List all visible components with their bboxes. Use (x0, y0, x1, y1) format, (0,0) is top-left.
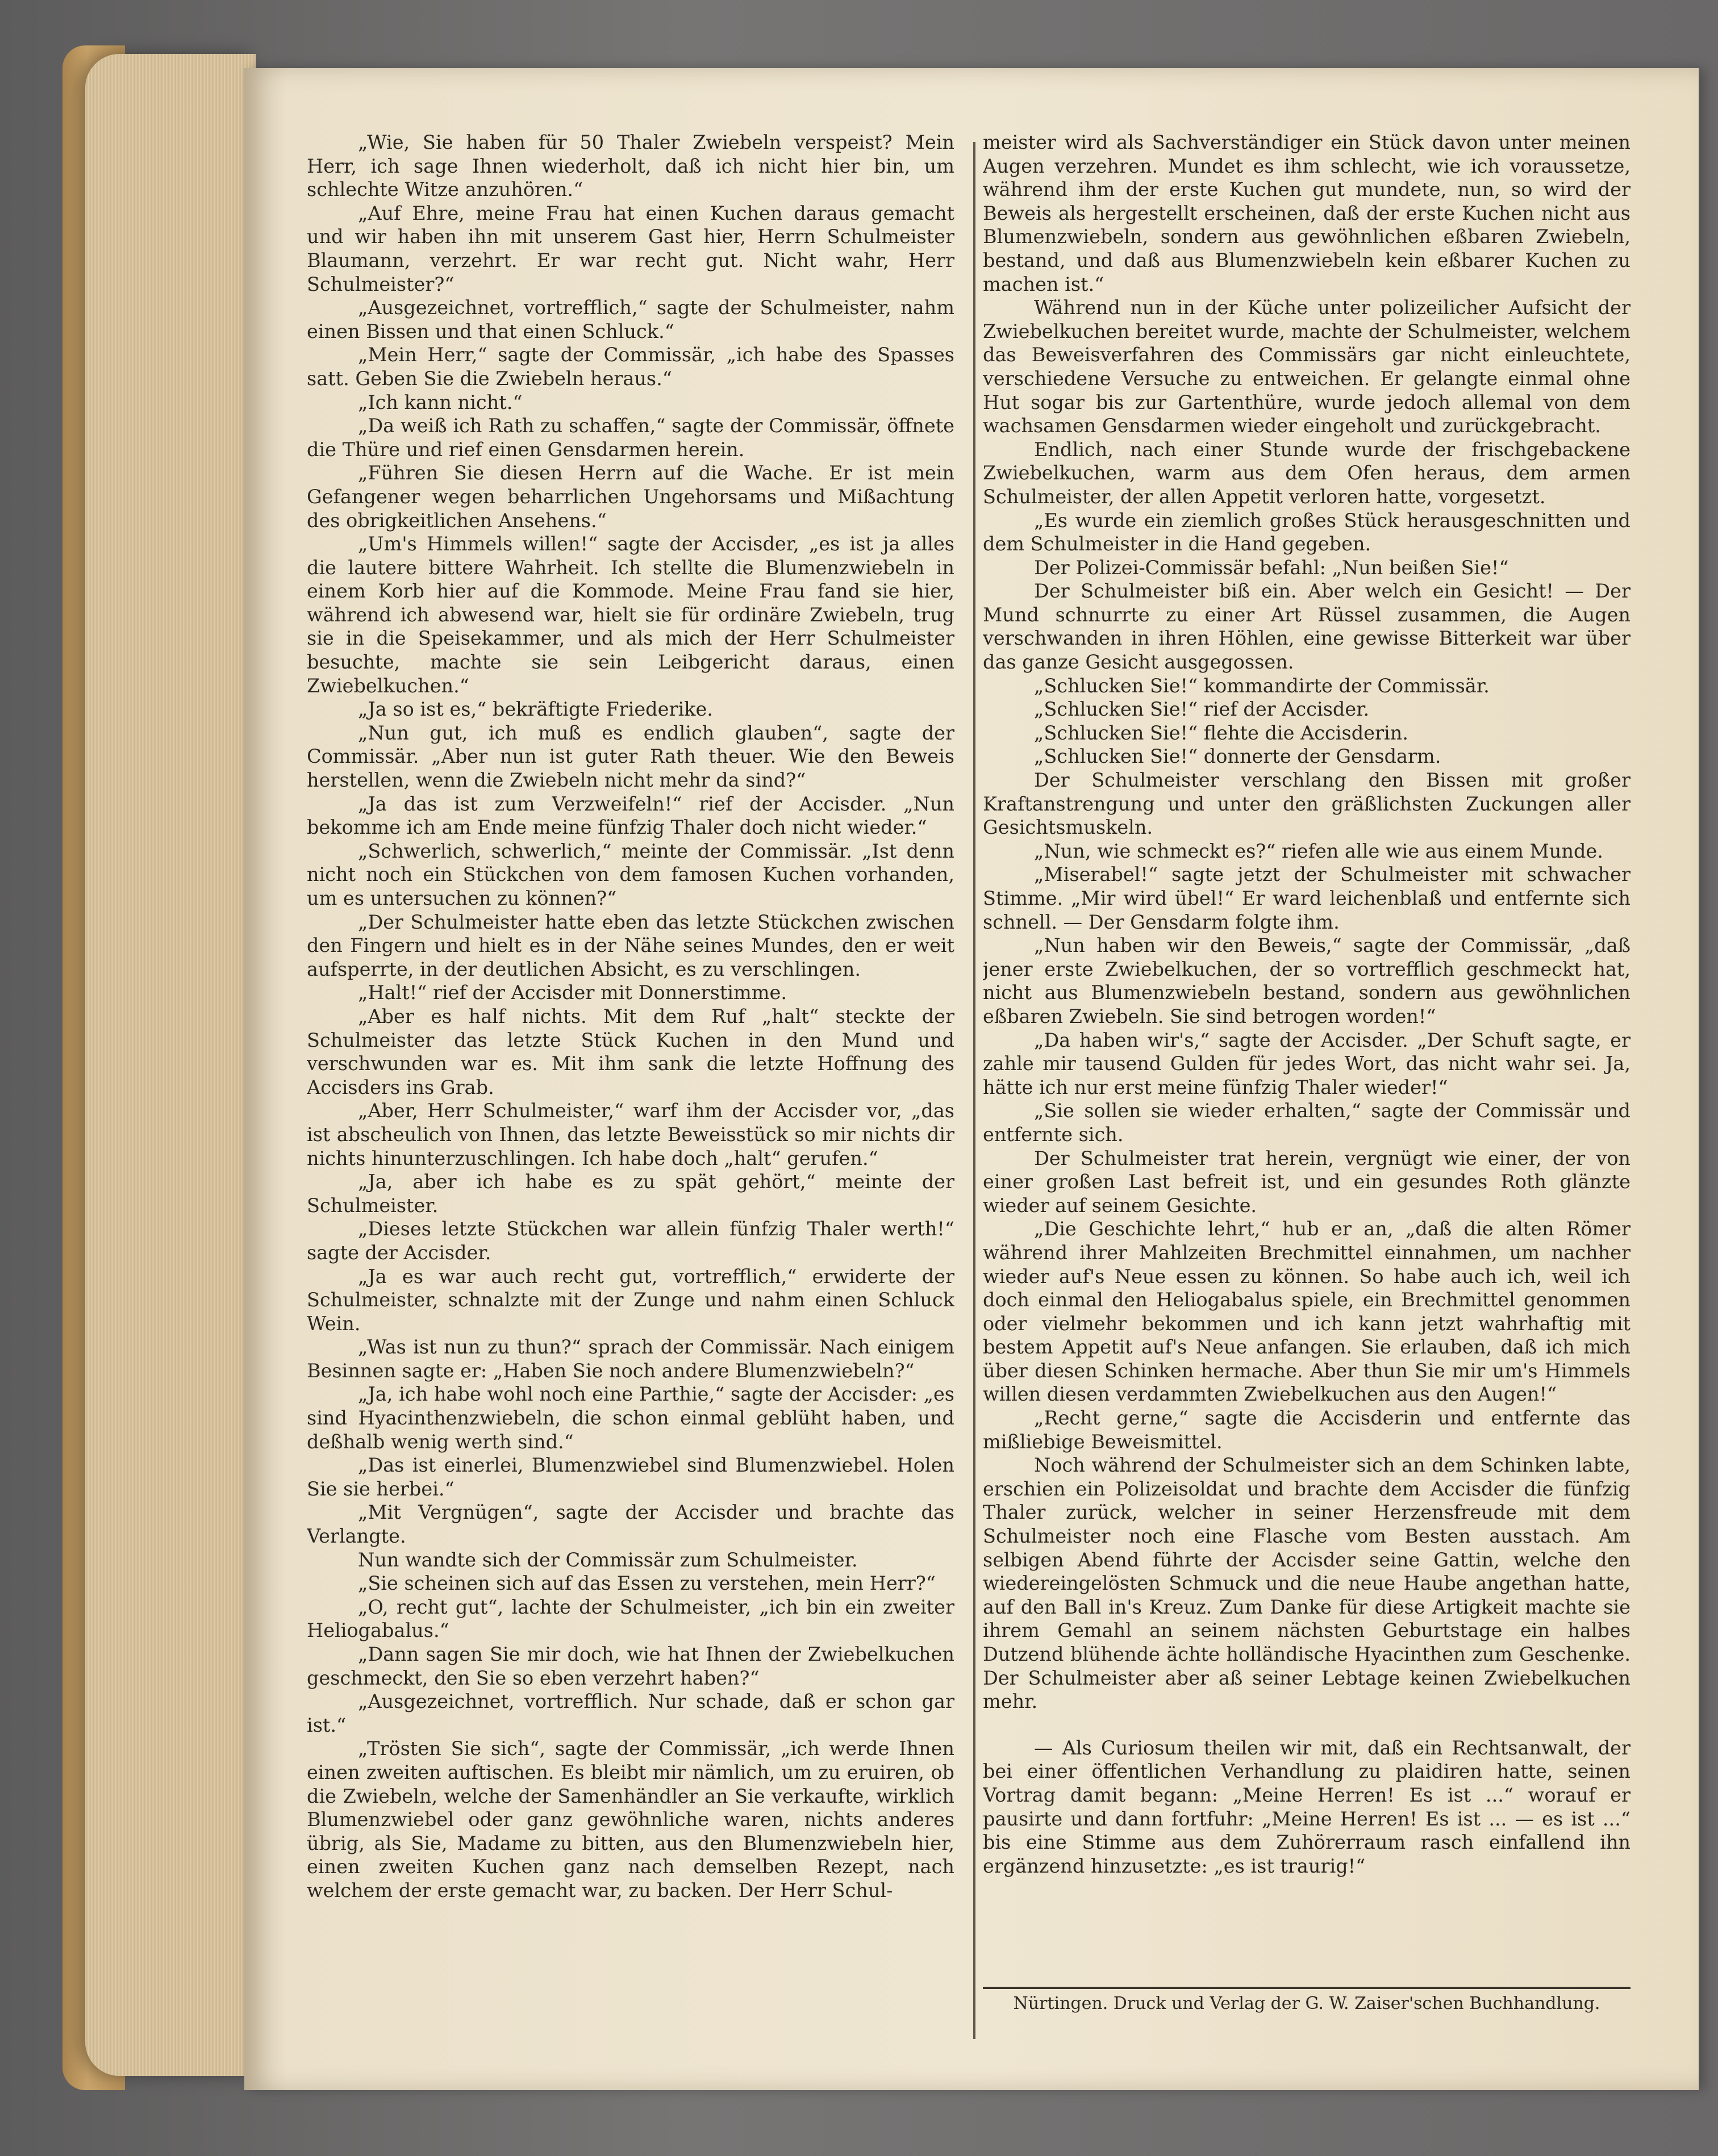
imprint-line: Nürtingen. Druck und Verlag der G. W. Zaiser'schen Buchhandlung. (1013, 1994, 1600, 2013)
paragraph: „Schlucken Sie!“ rief der Accisder. (1034, 698, 1370, 721)
paragraph: „Aber es half nichts. Mit dem Ruf „halt“ steckte der Schulmeister das letzte Stück Kuchen in den Mund und verschwunden war es. Mit ihm sank die letzte Hoffnung des Accisders ins Grab. (307, 1005, 954, 1098)
left-column (307, 131, 954, 2062)
paragraph: „Da haben wir's,“ sagte der Accisder. „Der Schuft sagte, er zahle mir tausend Gulden für jedes Wort, das nicht wahr sei. Ja, hätte ich nur erst meine fünfzig Thaler wieder!“ (983, 1029, 1631, 1098)
paragraph: „Miserabel!“ sagte jetzt der Schulmeister mit schwacher Stimme. „Mir wird übel!“ Er ward leichenblaß und entfernte sich schnell. — Der Gensdarm folgte ihm. (983, 863, 1631, 933)
paragraph: „Ja das ist zum Verzweifeln!“ rief der Accisder. „Nun bekomme ich am Ende meine fünfzig Thaler doch nicht wieder.“ (307, 792, 954, 839)
paragraph: „Ich kann nicht.“ (358, 391, 523, 413)
paragraph: „Ausgezeichnet, vortrefflich. Nur schade, daß er schon gar ist.“ (307, 1690, 954, 1736)
paragraph: Endlich, nach einer Stunde wurde der frischgebackene Zwiebelkuchen, warm aus dem Ofen heraus, dem armen Schulmeister, der allen Appetit verloren hatte, vorgesetzt. (983, 438, 1631, 508)
paragraph: „Ja, ich habe wohl noch eine Parthie,“ sagte der Accisder: „es sind Hyacinthenzwiebeln, die schon einmal geblüht haben, und deßhalb wenig werth sind.“ (307, 1383, 954, 1453)
paragraph: Der Schulmeister verschlang den Bissen mit großer Kraftanstrengung und unter den gräßlichsten Zuckungen aller Gesichtsmuskeln. (983, 769, 1631, 839)
paragraph: „Ja es war auch recht gut, vortrefflich,“ erwiderte der Schulmeister, schnalzte mit der Zunge und nahm einen Schluck Wein. (307, 1265, 954, 1335)
paragraph: „Schlucken Sie!“ donnerte der Gensdarm. (1034, 745, 1441, 768)
paragraph: — Als Curiosum theilen wir mit, daß ein Rechtsanwalt, der bei einer öffentlichen Verhandlung zu plaidiren hatte, seinen Vortrag damit begann: „Meine Herren! Es ist ...“ worauf er pausirte und dann fortfuhr: „Meine Herren! Es ist ... — es ist ...“ bis eine Stimme aus dem Zuhörerraum rasch einfallend ihn ergänzend hinzusetzte: „es ist traurig!“ (983, 1736, 1631, 1877)
paragraph: „Schwerlich, schwerlich,“ meinte der Commissär. „Ist denn nicht noch ein Stückchen von dem famosen Kuchen vorhanden, um es untersuchen zu können?“ (307, 839, 954, 909)
paragraph: „Schlucken Sie!“ flehte die Accisderin. (1034, 721, 1408, 744)
paragraph: Während nun in der Küche unter polizeilicher Aufsicht der Zwiebelkuchen bereitet wurde, machte der Schulmeister, welchem das Beweisverfahren des Commissärs gar nicht einleuchtete, verschiedene Versuche zu entweichen. Er gelangte einmal ohne Hut sogar bis zur Gartenthüre, wurde jedoch allemal von dem wachsamen Gensdarmen wieder eingeholt und zurückgebracht. (983, 296, 1631, 437)
paragraph: „Nun gut, ich muß es endlich glauben“, sagte der Commissär. „Aber nun ist guter Rath theuer. Wie den Beweis herstellen, wenn die Zwiebeln nicht mehr da sind?“ (307, 721, 954, 792)
paragraph: „Ja so ist es,“ bekräftigte Friederike. (358, 698, 713, 721)
right-column (983, 131, 1631, 2062)
paragraph: meister wird als Sachverständiger ein Stück davon unter meinen Augen verzehren. Mundet es ihm schlecht, wie ich voraussetze, während ihm der erste Kuchen gut mundete, nun, so wird der Beweis als hergestellt erscheinen, daß der erste Kuchen nicht aus Blumenzwiebeln, sondern aus gewöhnlichen eßbaren Zwiebeln, bestand, und daß aus Blumenzwiebeln kein eßbarer Kuchen zu machen ist.“ (983, 131, 1631, 295)
paragraph: „Nun haben wir den Beweis,“ sagte der Commissär, „daß jener erste Zwiebelkuchen, der so vortrefflich geschmeckt hat, nicht aus Blumenzwiebeln bestand, sondern aus gewöhnlichen eßbaren Zwiebeln. Sie sind betrogen worden!“ (983, 934, 1631, 1027)
paragraph: Der Polizei-Commissär befahl: „Nun beißen Sie!“ (1034, 556, 1509, 579)
paragraph: Der Schulmeister biß ein. Aber welch ein Gesicht! — Der Mund schnurrte zu einer Art Rüssel zusammen, die Augen verschwanden in ihren Höhlen, eine gewisse Bitterkeit war über das ganze Gesicht ausgegossen. (983, 580, 1631, 674)
column-divider (973, 142, 975, 2039)
paragraph: „Führen Sie diesen Herrn auf die Wache. Er ist mein Gefangener wegen beharrlichen Ungehorsams und Mißachtung des obrigkeitlichen Ansehens.“ (307, 462, 954, 532)
paragraph: „Dann sagen Sie mir doch, wie hat Ihnen der Zwiebelkuchen geschmeckt, den Sie so eben verzehrt haben?“ (307, 1643, 954, 1689)
paragraph: „Da weiß ich Rath zu schaffen,“ sagte der Commissär, öffnete die Thüre und rief einen Gensdarmen herein. (307, 415, 954, 461)
paragraph: „Dieses letzte Stückchen war allein fünfzig Thaler werth!“ sagte der Accisder. (307, 1218, 954, 1264)
paragraph: „Es wurde ein ziemlich großes Stück herausgeschnitten und dem Schulmeister in die Hand gegeben. (983, 509, 1631, 555)
page-edges (85, 54, 256, 2076)
paragraph: „Sie scheinen sich auf das Essen zu verstehen, mein Herr?“ (358, 1572, 936, 1595)
paragraph: „Um's Himmels willen!“ sagte der Accisder, „es ist ja alles die lautere bittere Wahrheit. Ich stellte die Blumenzwiebeln in einem Korb hier auf die Kommode. Meine Frau fand sie hier, während ich abwesend war, hielt sie für ordinäre Zwiebeln, trug sie in die Speisekammer, und als mich der Herr Schulmeister besuchte, machte sie sein Leibgericht daraus, einen Zwiebelkuchen.“ (307, 533, 954, 697)
paragraph: „Auf Ehre, meine Frau hat einen Kuchen daraus gemacht und wir haben ihn mit unserem Gast hier, Herrn Schulmeister Blaumann, verzehrt. Er war recht gut. Nicht wahr, Herr Schulmeister?“ (307, 202, 954, 295)
newspaper-page (244, 68, 1699, 2090)
paragraph: „Was ist nun zu thun?“ sprach der Commissär. Nach einigem Besinnen sagte er: „Haben Sie noch andere Blumenzwiebeln?“ (307, 1336, 954, 1382)
paragraph: „Der Schulmeister hatte eben das letzte Stückchen zwischen den Fingern und hielt es in der Nähe seines Mundes, den er weit aufsperrte, in der deutlichen Absicht, es zu verschlingen. (307, 910, 954, 980)
paragraph: „Wie, Sie haben für 50 Thaler Zwiebeln verspeist? Mein Herr, ich sage Ihnen wiederholt, daß ich nicht hier bin, um schlechte Witze anzuhören.“ (307, 131, 954, 201)
paragraph: „Halt!“ rief der Accisder mit Donnerstimme. (358, 981, 787, 1004)
paragraph: „Ja, aber ich habe es zu spät gehört,“ meinte der Schulmeister. (307, 1171, 954, 1217)
paragraph: Nun wandte sich der Commissär zum Schulmeister. (358, 1548, 858, 1571)
paragraph: „O, recht gut“, lachte der Schulmeister, „ich bin ein zweiter Heliogabalus.“ (307, 1595, 954, 1642)
paragraph: „Die Geschichte lehrt,“ hub er an, „daß die alten Römer während ihrer Mahlzeiten Brechmittel einnahmen, um nachher wieder auf's Neue essen zu können. So habe auch ich, weil ich doch einmal den Heliogabalus spiele, ein Brechmittel genommen oder vielmehr bekommen und ich kann jetzt wahrhaftig mit bestem Appetit auf's Neue anfangen. Sie erlauben, daß ich mich über diesen Schinken hermache. Aber thun Sie mir um's Himmels willen diesen verdammten Zwiebelkuchen aus den Augen!“ (983, 1218, 1631, 1406)
imprint-rule (983, 1987, 1631, 1989)
paragraph: „Mit Vergnügen“, sagte der Accisder und brachte das Verlangte. (307, 1501, 954, 1548)
paragraph: „Das ist einerlei, Blumenzwiebel sind Blumenzwiebel. Holen Sie sie herbei.“ (307, 1454, 954, 1500)
paragraph: „Aber, Herr Schulmeister,“ warf ihm der Accisder vor, „das ist abscheulich von Ihnen, das letzte Beweisstück so mir nichts dir nichts hinunterzuschlingen. Ich habe doch „halt“ gerufen.“ (307, 1100, 954, 1169)
paragraph: „Sie sollen sie wieder erhalten,“ sagte der Commissär und entfernte sich. (983, 1100, 1631, 1146)
paragraph: „Ausgezeichnet, vortrefflich,“ sagte der Schulmeister, nahm einen Bissen und that einen Schluck.“ (307, 296, 954, 342)
paragraph: Noch während der Schulmeister sich an dem Schinken labte, erschien ein Polizeisoldat und brachte dem Accisder die fünfzig Thaler zurück, welcher in seiner Herzensfreude mit dem Schulmeister noch eine Flasche vom Besten ausstach. Am selbigen Abend führte der Accisder seine Gattin, welche den wiedereingelösten Schmuck und die neue Haube angethan hatte, auf den Ball in's Kreuz. Zum Danke für diese Artigkeit machte sie ihrem Gemahl an seinem nächsten Geburtstage ein halbes Dutzend blühende ächte holländische Hyacinthen zum Geschenke. Der Schulmeister aber aß seiner Lebtage keinen Zwiebelkuchen mehr. (983, 1454, 1631, 1713)
paragraph: Der Schulmeister trat herein, vergnügt wie einer, der von einer großen Last befreit ist, und ein gesundes Roth glänzte wieder auf seinem Gesichte. (983, 1147, 1631, 1217)
paragraph: „Mein Herr,“ sagte der Commissär, „ich habe des Spasses satt. Geben Sie die Zwiebeln heraus.“ (307, 344, 954, 390)
paragraph: „Trösten Sie sich“, sagte der Commissär, „ich werde Ihnen einen zweiten auftischen. Es bleibt mir nämlich, um zu eruiren, ob die Zwiebeln, welche der Samenhändler an Sie verkaufte, wirklich Blumenzwiebel oder ganz gewöhnliche waren, nichts anderes übrig, als Sie, Madame zu bitten, aus den Blumenzwiebeln hier, einen zweiten Kuchen ganz nach demselben Rezept, nach welchem der erste gemacht war, zu backen. Der Herr Schul- (307, 1737, 954, 1902)
paragraph: „Schlucken Sie!“ kommandirte der Commissär. (1034, 674, 1490, 697)
paragraph: „Recht gerne,“ sagte die Accisderin und entfernte das mißliebige Beweismittel. (983, 1407, 1631, 1453)
paragraph: „Nun, wie schmeckt es?“ riefen alle wie aus einem Munde. (1034, 839, 1603, 862)
